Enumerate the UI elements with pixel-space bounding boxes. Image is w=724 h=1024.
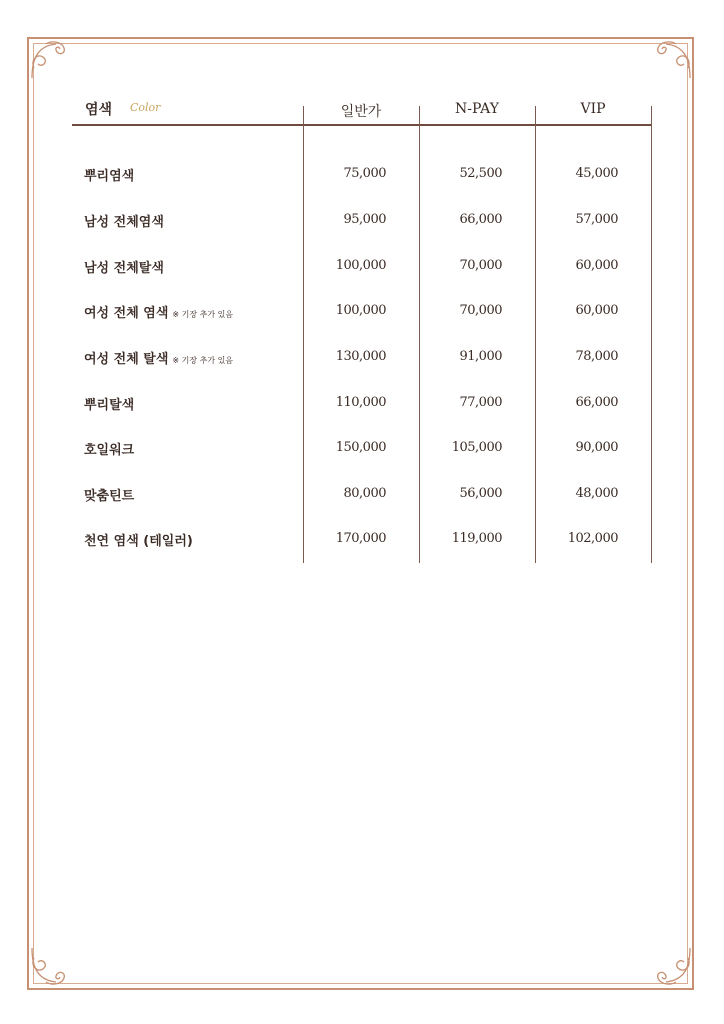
price-regular: 100,000 [335,258,386,273]
price-npay: 91,000 [459,349,502,364]
service-name: 뿌리염색 [84,169,135,184]
service-name: 천연 염색 (테일러) [84,534,193,549]
header-divider [72,124,652,126]
price-npay: 105,000 [451,440,502,455]
service-name: 남성 전체염색 [84,215,164,230]
service-name: 남성 전체탈색 [84,261,164,276]
price-row [72,257,652,281]
price-npay: 52,500 [459,166,502,181]
price-npay: 66,000 [459,212,502,227]
price-vip: 66,000 [575,395,618,410]
column-header-vip: VIP [580,101,606,117]
price-vip: 48,000 [575,486,618,501]
price-row [72,348,652,372]
price-regular: 100,000 [335,303,386,318]
price-row [72,302,652,326]
price-row [72,439,652,463]
price-regular: 150,000 [335,440,386,455]
price-row [72,394,652,418]
ornament-corner-icon [650,38,694,82]
service-name: 여성 전체 탈색 ※ 기장 추가 있음 [84,352,234,367]
price-vip: 90,000 [575,440,618,455]
price-row [72,485,652,509]
service-name: 여성 전체 염색 ※ 기장 추가 있음 [84,306,234,321]
price-vip: 60,000 [575,303,618,318]
category-subtitle: Color [130,101,161,114]
ornament-corner-icon [28,38,72,82]
price-vip: 57,000 [575,212,618,227]
column-header-npay: N-PAY [455,101,499,117]
price-vip: 78,000 [575,349,618,364]
price-row [72,530,652,554]
price-npay: 119,000 [451,531,502,546]
column-header-regular: 일반가 [340,104,382,120]
price-row [72,165,652,189]
ornament-corner-icon [28,944,72,988]
ornament-corner-icon [650,944,694,988]
service-note: ※ 기장 추가 있음 [172,310,234,319]
price-npay: 56,000 [459,486,502,501]
price-npay: 77,000 [459,395,502,410]
category-title: 염색 [85,102,113,118]
price-vip: 60,000 [575,258,618,273]
service-note: ※ 기장 추가 있음 [172,356,234,365]
price-vip: 45,000 [575,166,618,181]
price-regular: 95,000 [343,212,386,227]
price-regular: 75,000 [343,166,386,181]
price-row [72,211,652,235]
price-npay: 70,000 [459,303,502,318]
price-regular: 130,000 [335,349,386,364]
price-npay: 70,000 [459,258,502,273]
service-name: 뿌리탈색 [84,398,135,413]
price-regular: 80,000 [343,486,386,501]
price-regular: 170,000 [335,531,386,546]
price-vip: 102,000 [567,531,618,546]
service-name: 맞춤틴트 [84,489,135,504]
price-regular: 110,000 [335,395,386,410]
service-name: 호일워크 [84,443,135,458]
